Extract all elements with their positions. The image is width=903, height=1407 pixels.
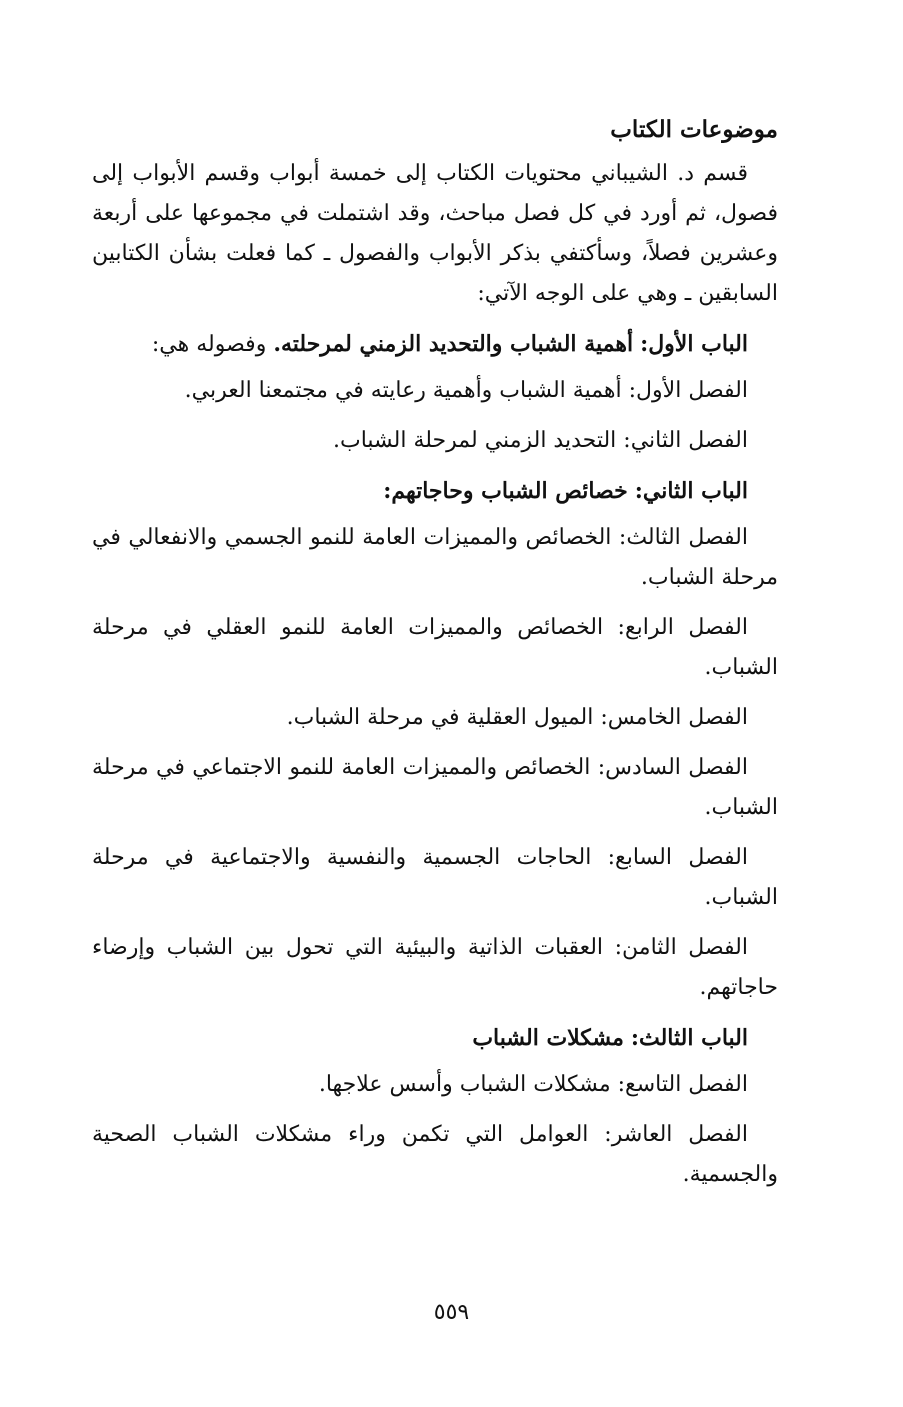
chapter-1-heading	[92, 324, 778, 365]
chapter-1-title: أهمية الشباب والتحديد الزمني لمرحلته.	[273, 331, 634, 357]
section-8: الفصل الثامن: العقبات الذاتية والبيئية التي تحول بين الشباب وإرضاء حاجاتهم.	[92, 935, 778, 1000]
chapter-3-title: مشكلات الشباب	[472, 1025, 624, 1051]
section-heading: موضوعات الكتاب	[610, 116, 778, 143]
section-2: الفصل الثاني: التحديد الزمني لمرحلة الشباب.	[333, 428, 748, 453]
chapter-3-label: الباب الثالث:	[630, 1025, 748, 1051]
chapter-2-label: الباب الثاني:	[634, 478, 748, 504]
section-5: الفصل الخامس: الميول العقلية في مرحلة الشباب.	[286, 705, 748, 730]
chapter-2-heading	[92, 471, 778, 512]
section-10: الفصل العاشر: العوامل التي تكمن وراء مشكلات الشباب الصحية والجسمية.	[92, 1122, 778, 1187]
chapter-3-heading	[92, 1018, 778, 1059]
section-6: الفصل السادس: الخصائص والمميزات العامة للنمو الاجتماعي في مرحلة الشباب.	[92, 755, 778, 820]
section-3: الفصل الثالث: الخصائص والمميزات العامة للنمو الجسمي والانفعالي في مرحلة الشباب.	[92, 525, 778, 590]
document-page	[92, 110, 778, 1205]
section-7: الفصل السابع: الحاجات الجسمية والنفسية والاجتماعية في مرحلة الشباب.	[92, 845, 778, 910]
chapter-2-title: خصائص الشباب وحاجاتهم:	[383, 478, 628, 504]
chapter-1-label: الباب الأول:	[640, 331, 748, 357]
chapter-1-tail: وفصوله هي:	[151, 332, 267, 357]
section-4: الفصل الرابع: الخصائص والمميزات العامة للنمو العقلي في مرحلة الشباب.	[92, 615, 778, 680]
page-number: ٥٥٩	[433, 1300, 470, 1325]
intro-paragraph: قسم د. الشيباني محتويات الكتاب إلى خمسة أبواب وقسم الأبواب إلى فصول، ثم أورد في كل فصل مباحث، وقد اشتملت في مجموعها على أربعة وعشرين فصلاً، وسأكتفي بذكر الأبواب والفصول ـ كما فعلت بشأن الكتابين السابقين ـ وهي على الوجه الآتي:	[92, 161, 778, 306]
section-9: الفصل التاسع: مشكلات الشباب وأسس علاجها.	[318, 1072, 748, 1097]
section-1: الفصل الأول: أهمية الشباب وأهمية رعايته في مجتمعنا العربي.	[184, 378, 748, 403]
